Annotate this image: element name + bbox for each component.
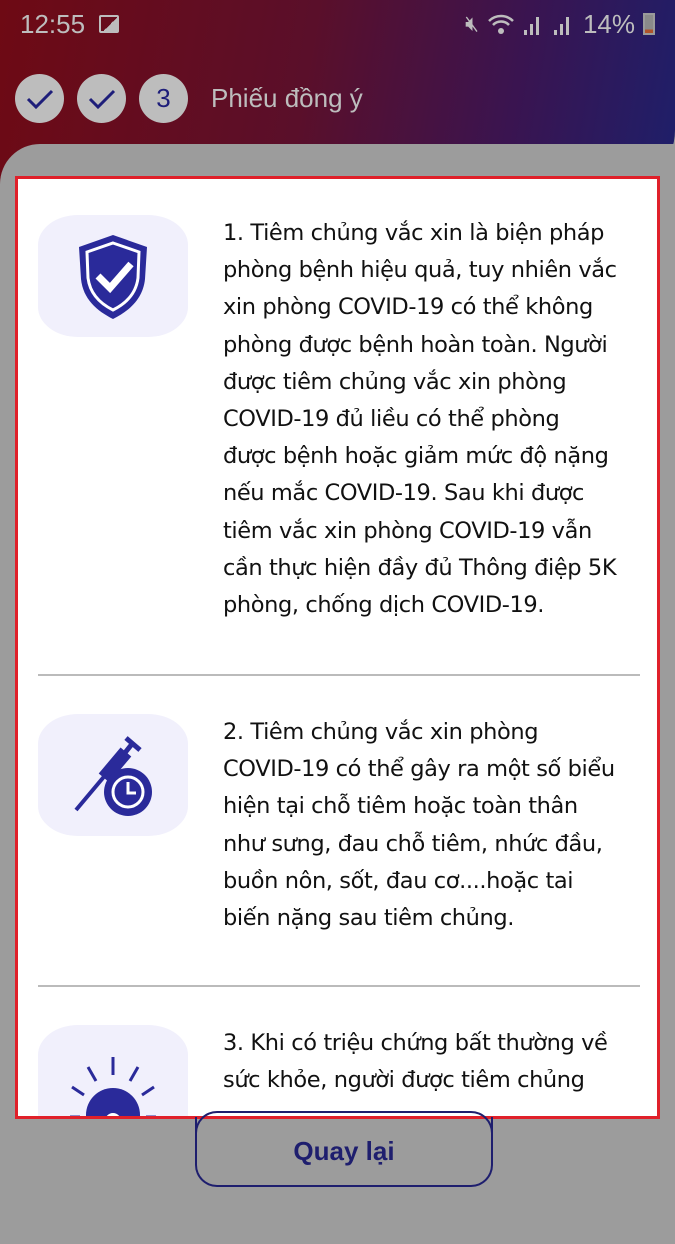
- signal-icon-2: [553, 12, 575, 36]
- clock: 12:55: [20, 8, 86, 39]
- text-line: cần thực hiện đầy đủ Thông điệp 5K: [223, 554, 617, 581]
- mute-icon: 🔇︎: [465, 11, 479, 36]
- text-line: tiêm vắc xin phòng COVID-19 vẫn: [223, 517, 592, 544]
- text-line: phòng được bệnh hoàn toàn. Người: [223, 331, 608, 358]
- text-line: 1. Tiêm chủng vắc xin là biện pháp: [223, 220, 605, 246]
- alarm-light-icon: [38, 1025, 188, 1119]
- battery-icon: [643, 13, 655, 35]
- text-line: nếu mắc COVID-19. Sau khi được: [223, 480, 585, 507]
- divider: [38, 674, 640, 676]
- battery-percent: 14%: [582, 8, 635, 39]
- shield-check-icon: [38, 215, 188, 337]
- page-title: Phiếu đồng ý: [211, 83, 363, 113]
- check-icon: [88, 88, 116, 110]
- signal-icon: [523, 12, 545, 36]
- text-line: sức khỏe, người được tiêm chủng: [223, 1067, 585, 1094]
- stepper: [15, 74, 363, 123]
- text-line: biến nặng sau tiêm chủng.: [223, 905, 515, 932]
- text-line: hiện tại chỗ tiêm hoặc toàn thân: [223, 793, 578, 820]
- text-line: xin phòng COVID-19 có thể không: [223, 294, 593, 321]
- consent-text: [223, 215, 643, 624]
- text-line: như sưng, đau chỗ tiêm, nhức đầu,: [223, 830, 603, 857]
- text-line: phòng, chống dịch COVID-19.: [223, 592, 545, 619]
- back-button[interactable]: Quay lại: [195, 1117, 493, 1187]
- text-line: phòng bệnh hiệu quả, tuy nhiên vắc: [223, 257, 617, 284]
- step-1-done: [15, 74, 64, 123]
- text-line: được bệnh hoặc giảm mức độ nặng: [223, 443, 609, 470]
- status-bar: [20, 8, 655, 40]
- consent-list[interactable]: [15, 176, 660, 1119]
- step-3-current: 3: [139, 74, 188, 123]
- consent-text: [223, 714, 643, 937]
- divider: [38, 985, 640, 987]
- syringe-clock-icon: [38, 714, 188, 836]
- text-line: COVID-19 đủ liều có thể phòng: [223, 406, 560, 433]
- text-line: COVID-19 có thể gây ra một số biểu: [223, 756, 615, 783]
- consent-text: [223, 1025, 643, 1099]
- text-line: buồn nôn, sốt, đau cơ....hoặc tai: [223, 867, 574, 894]
- image-notification-icon: [99, 15, 119, 33]
- text-line: 2. Tiêm chủng vắc xin phòng: [223, 719, 539, 745]
- text-line: được tiêm chủng vắc xin phòng: [223, 368, 567, 395]
- wifi-icon: [487, 12, 515, 36]
- text-line: 3. Khi có triệu chứng bất thường về: [223, 1030, 608, 1056]
- check-icon: [26, 88, 54, 110]
- step-2-done: [77, 74, 126, 123]
